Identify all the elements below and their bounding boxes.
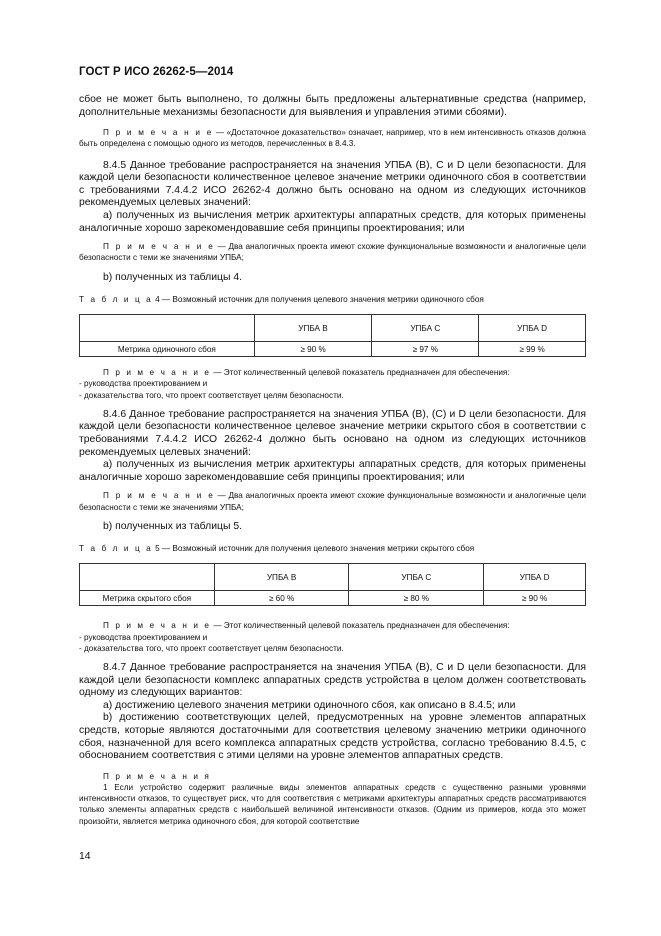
note-list-item: - доказательства того, что проект соответствует целям безопасности. bbox=[79, 390, 344, 400]
note-similar-projects: П р и м е ч а н и е — Два аналогичных проекта имеют схожие функциональные возможности и аналогичные цели безопасности с теми же значениями УПБА; bbox=[79, 491, 586, 512]
page-number: 14 bbox=[79, 851, 91, 862]
table4-cell: ≥ 97 % bbox=[372, 342, 479, 357]
table4-header-cell bbox=[80, 315, 255, 342]
note-sufficient-evidence: П р и м е ч а н и е — «Достаточное доказательство» означает, например, что в нем интенсивность отказов должна быть определена с помощью одного из методов, перечисленных в 8.4.3. bbox=[79, 128, 586, 149]
table4-data-row bbox=[80, 342, 586, 357]
note-list-item: - доказательства того, что проект соответствует целям безопасности. bbox=[79, 643, 344, 653]
paragraph-continuation: сбое не может быть выполнено, то должны быть предложены альтернативные средства (например, дополнительные механизмы безопасности для выявления и управления этими сбоями). bbox=[79, 94, 586, 118]
table5-header-cell bbox=[80, 564, 215, 591]
table4-cell: ≥ 90 % bbox=[254, 342, 372, 357]
table5-data-row bbox=[80, 591, 586, 606]
table4-header-cell: УПБА D bbox=[479, 315, 586, 342]
note-similar-projects: П р и м е ч а н и е — Два аналогичных проекта имеют схожие функциональные возможности и аналогичные цели безопасности с теми же значениями УПБА; bbox=[79, 242, 586, 263]
document-body bbox=[79, 94, 586, 827]
table4-caption: Т а б л и ц а 4 — Возможный источник для получения целевого значения метрики одиночного сбоя bbox=[79, 295, 484, 305]
table5-cell: ≥ 60 % bbox=[214, 591, 349, 606]
table5 bbox=[79, 563, 586, 606]
table4-header-cell: УПБА В bbox=[254, 315, 372, 342]
notes-heading: П р и м е ч а н и я bbox=[103, 771, 211, 781]
table4-cell: ≥ 99 % bbox=[479, 342, 586, 357]
table5-header-cell: УПБА С bbox=[349, 564, 484, 591]
note-list-item: - руководства проектированием и bbox=[79, 379, 208, 389]
table4-header-cell: УПБА С bbox=[372, 315, 479, 342]
table5-header-cell: УПБА В bbox=[214, 564, 349, 591]
clause-8-4-6: 8.4.6 Данное требование распространяется на значения УПБА (В), (С) и D цели безопасности. Для каждой цели безопасности количественное целевое значение метрики скрытого сбоя в соответствии с требованиями 7.4.4.2 ИСО 26262-4 должно быть основано на одном из следующих источников рекомендуемых целевых значений: bbox=[79, 408, 586, 458]
table4-cell: Метрика одиночного сбоя bbox=[80, 342, 255, 357]
table4-header-row bbox=[80, 315, 586, 342]
clause-8-4-5: 8.4.5 Данное требование распространяется на значения УПБА (В), С и D цели безопасности. Для каждой цели безопасности количественное целевое значение метрики одиночного сбоя в соответствии с требованиями 7.4.4.2 ИСО 26262-4 должно быть основано на одном из следующих источников рекомендуемых целевых значений: bbox=[79, 159, 586, 209]
clause-8-4-7-item-b: b) достижению соответствующих целей, предусмотренных на уровне элементов аппаратных средств, которые являются достаточными для соответствия целевому значению метрики одиночного сбоя, назначенной для всего комплекса аппаратных средств устройства, согласно требованию 8.4.5, с обоснованием соответствия с этими целями на уровне элементов аппаратных средств. bbox=[79, 712, 586, 762]
clause-8-4-5-item-b: b) полученных из таблицы 4. bbox=[103, 271, 242, 283]
table5-cell: ≥ 80 % bbox=[349, 591, 484, 606]
table4 bbox=[79, 314, 586, 357]
clause-8-4-7-item-a: a) достижению целевого значения метрики одиночного сбоя, как описано в 8.4.5; или bbox=[103, 699, 516, 711]
clause-8-4-6-item-a: a) полученных из вычисления метрик архитектуры аппаратных средств, для которых применены аналогичные хорошо зарекомендовавшие себя принципы проектирования; или bbox=[79, 459, 586, 483]
note-item-1: 1 Если устройство содержит различные виды элементов аппаратных средств с существенно разными уровнями интенсивности отказов, то существует риск, что для соответствия с метриками архитектуры аппаратных средств рассматриваются только элементы аппаратных средств с наибольшей величиной интенсивности отказов. (Одним из примеров, когда это может произойти, является метрика одиночного сбоя, для которой соответствие bbox=[79, 782, 586, 826]
table5-cell: ≥ 90 % bbox=[484, 591, 586, 606]
note-list-item: - руководства проектированием и bbox=[79, 632, 208, 642]
document-header: ГОСТ Р ИСО 26262-5—2014 bbox=[79, 66, 234, 78]
clause-8-4-7: 8.4.7 Данное требование распространяется на значения УПБА (В), С и D цели безопасности. Для каждой цели безопасности комплекс аппаратных средств устройства в целом должен соответствовать одному из следующих вариантов: bbox=[79, 661, 586, 699]
table5-header-cell: УПБА D bbox=[484, 564, 586, 591]
table5-cell: Метрика скрытого сбоя bbox=[80, 591, 215, 606]
table5-header-row bbox=[80, 564, 586, 591]
clause-8-4-5-item-a: a) полученных из вычисления метрик архитектуры аппаратных средств, для которых применены аналогичные хорошо зарекомендовавшие себя принципы проектирования; или bbox=[79, 209, 586, 234]
clause-8-4-6-item-b: b) полученных из таблицы 5. bbox=[103, 520, 242, 532]
note-target-purpose: П р и м е ч а н и е — Этот количественный целевой показатель предназначен для обеспечения: bbox=[103, 368, 510, 378]
note-target-purpose: П р и м е ч а н и е — Этот количественный целевой показатель предназначен для обеспечения: bbox=[103, 621, 510, 631]
table5-caption: Т а б л и ц а 5 — Возможный источник для получения целевого значения метрики скрытого сбоя bbox=[79, 544, 475, 554]
